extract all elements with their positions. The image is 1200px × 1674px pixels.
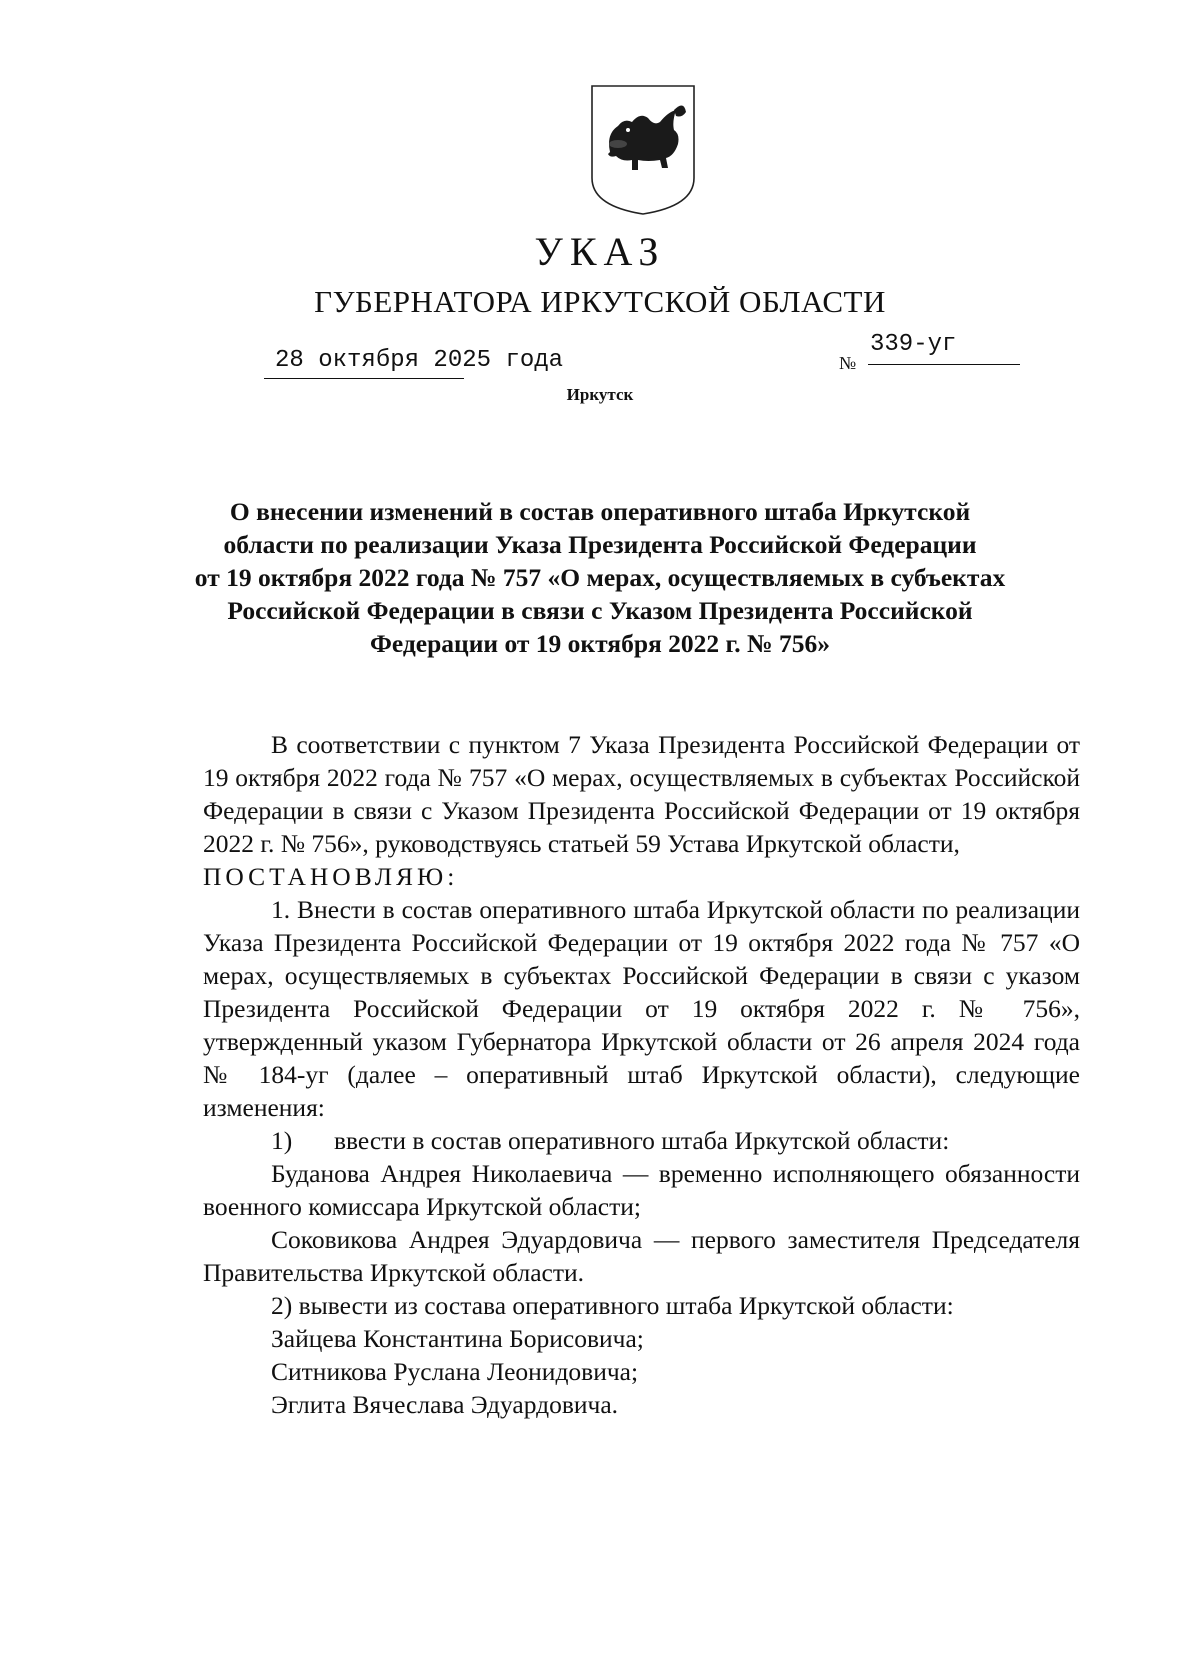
person-paragraph: Буданова Андрея Николаевича — временно исполняющего обязанности военного комиссара Иркутской области; [203, 1159, 1080, 1221]
person-line: Ситникова Руслана Леонидовича; [271, 1357, 639, 1386]
document-heading [170, 495, 1030, 660]
resolve-word: ПОСТАНОВЛЯЮ: [203, 862, 459, 891]
subitem-1 [203, 1124, 1080, 1157]
document-body [203, 728, 1080, 1421]
subitem-2: 2) вывести из состава оперативного штаба Иркутской области: [271, 1291, 954, 1320]
date-underline [264, 378, 464, 379]
heading-line: области по реализации Указа Президента Российской Федерации [223, 530, 977, 559]
irkutsk-coat-of-arms-icon [588, 82, 698, 218]
person-paragraph: Соковикова Андрея Эдуардовича — первого заместителя Председателя Правительства Иркутской области. [203, 1225, 1080, 1287]
heading-line: от 19 октября 2022 года № 757 «О мерах, осуществляемых в субъектах [194, 563, 1006, 592]
preamble-paragraph: В соответствии с пунктом 7 Указа Президента Российской Федерации от 19 октября 2022 года № 757 «О мерах, осуществляемых в субъектах Российской Федерации в связи с Указом Президента Российской Федерации от 19 октября 2022 г. № 756», руководствуясь статьей 59 Устава Иркутской области, [203, 730, 1080, 858]
heading-line: О внесении изменений в состав оперативного штаба Иркутской [229, 497, 971, 526]
number-underline [868, 364, 1020, 365]
document-date: 28 октября 2025 года [275, 347, 564, 374]
item-1-paragraph: 1. Внести в состав оперативного штаба Иркутской области по реализации Указа Президента Российской Федерации от 19 октября 2022 года № 757 «О мерах, осуществляемых в субъектах Российской Федерации в связи с указом Президента Российской Федерации от 19 октября 2022 г. № 756», утвержденный указом Губернатора Иркутской области от 26 апреля 2024 года № 184-уг (далее – оперативный штаб Иркутской области), следующие изменения: [203, 895, 1080, 1122]
person-line: Зайцева Константина Борисовича; [271, 1324, 644, 1353]
document-title: УКАЗ [534, 229, 666, 274]
document-subtitle: ГУБЕРНАТОРА ИРКУТСКОЙ ОБЛАСТИ [314, 284, 886, 319]
subitem-1-number: 1) [271, 1126, 293, 1155]
document-number: 339-уг [870, 331, 957, 358]
document-city: Иркутск [566, 385, 634, 404]
subitem-1-text: ввести в состав оперативного штаба Иркутской области: [334, 1126, 950, 1155]
heading-line: Российской Федерации в связи с Указом Президента Российской [227, 596, 973, 625]
person-line: Эглита Вячеслава Эдуардовича. [271, 1390, 619, 1419]
number-sign: № [839, 353, 857, 373]
heading-line: Федерации от 19 октября 2022 г. № 756» [369, 629, 831, 658]
